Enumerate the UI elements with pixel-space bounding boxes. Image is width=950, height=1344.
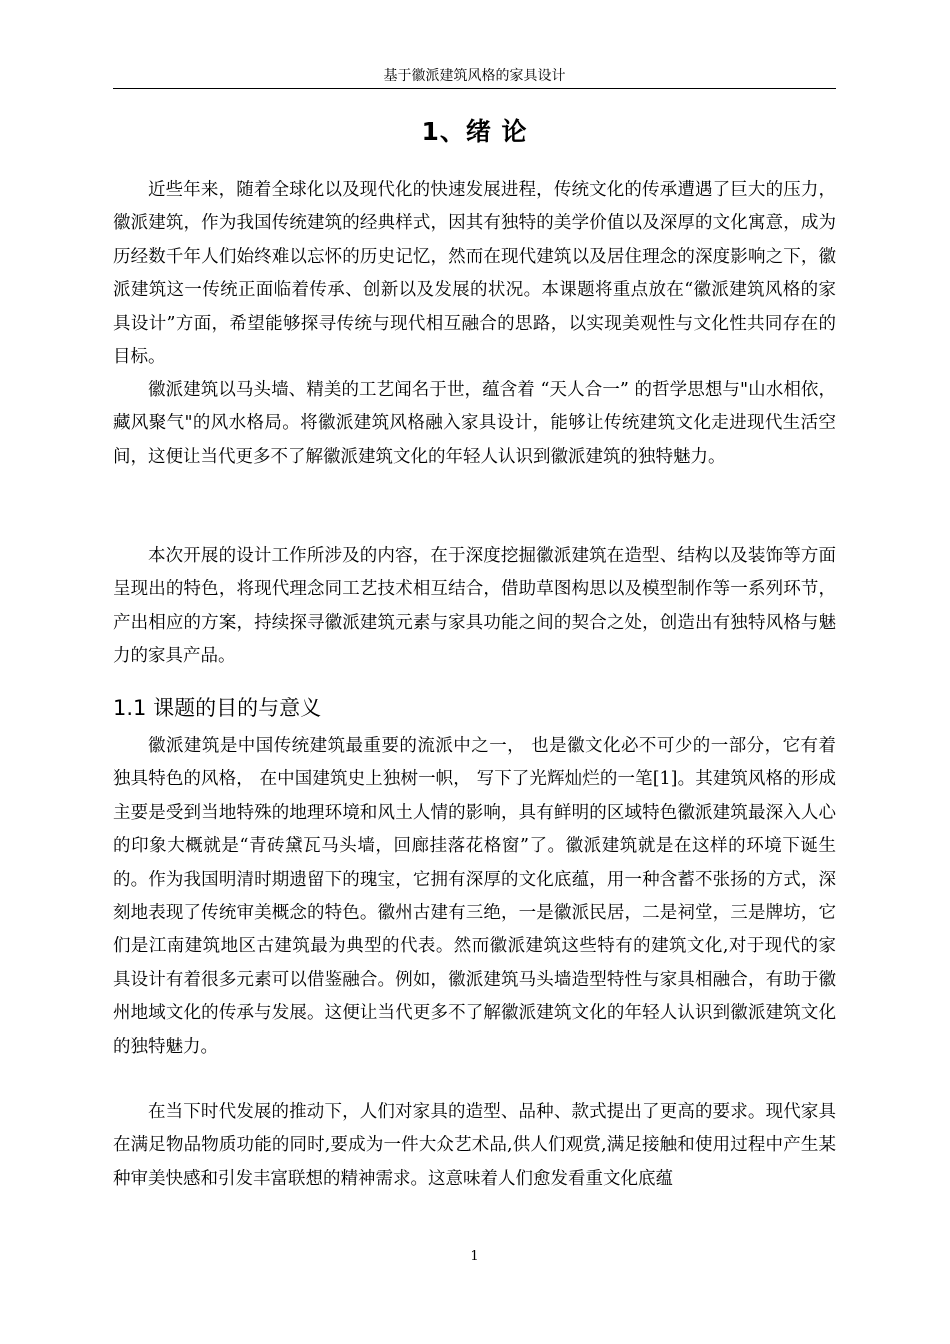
section-heading-1-1: 1.1 课题的目的与意义 (113, 696, 322, 720)
intro-paragraph-3: 本次开展的设计工作所涉及的内容，在于深度挖掘徽派建筑在造型、结构以及装饰等方面呈现出的特色，将现代理念同工艺技术相互结合，借助草图构思以及模型制作等一系列环节，产出相应的方案，持续探寻徽派建筑元素与家具功能之间的契合之处，创造出有独特风格与魅力的家具产品。 (113, 546, 836, 667)
intro-paragraph-2: 徽派建筑以马头墙、精美的工艺闻名于世，蕴含着 “天人合一” 的哲学思想与"山水相依，藏风聚气"的风水格局。将徽派建筑风格融入家具设计，能够让传统建筑文化走进现代生活空间，这便让当代更多不了解徽派建筑文化的年轻人认识到徽派建筑的独特魅力。 (113, 380, 836, 467)
chapter-title: 1、绪 论 (421, 117, 528, 146)
section-1-1-paragraph-1: 徽派建筑是中国传统建筑最重要的流派中之一， 也是徽文化必不可少的一部分，它有着独具特色的风格， 在中国建筑史上独树一帜， 写下了光辉灿烂的一笔[1]。其建筑风格的形成主要是受到当地特殊的地理环境和风土人情的影响，具有鲜明的区域特色徽派建筑最深入人心的印象大概就是“青砖黛瓦马头墙，回廊挂落花格窗”了。徽派建筑就是在这样的环境下诞生的。作为我国明清时期遗留下的瑰宝，它拥有深厚的文化底蕴，用一种含蓄不张扬的方式，深刻地表现了传统审美概念的特色。徽州古建有三绝，一是徽派民居，二是祠堂，三是牌坊，它们是江南建筑地区古建筑最为典型的代表。然而徽派建筑这些特有的建筑文化,对于现代的家具设计有着很多元素可以借鉴融合。例如，徽派建筑马头墙造型特性与家具相融合，有助于徽州地域文化的传承与发展。这便让当代更多不了解徽派建筑文化的年轻人认识到徽派建筑文化的独特魅力。 (113, 736, 836, 1057)
header-divider (113, 88, 836, 89)
page-number: 1 (470, 1249, 479, 1264)
running-header: 基于徽派建筑风格的家具设计 (383, 68, 566, 84)
intro-paragraph-1: 近些年来，随着全球化以及现代化的快速发展进程，传统文化的传承遭遇了巨大的压力，徽派建筑，作为我国传统建筑的经典样式，因其有独特的美学价值以及深厚的文化寓意，成为历经数千年人们始终难以忘怀的历史记忆，然而在现代建筑以及居住理念的深度影响之下，徽派建筑这一传统正面临着传承、创新以及发展的状况。本课题将重点放在“徽派建筑风格的家具设计”方面，希望能够探寻传统与现代相互融合的思路，以实现美观性与文化性共同存在的目标。 (113, 180, 836, 368)
section-1-1-paragraph-2: 在当下时代发展的推动下，人们对家具的造型、品种、款式提出了更高的要求。现代家具在满足物品物质功能的同时,要成为一件大众艺术品,供人们观赏,满足接触和使用过程中产生某种审美快感和引发丰富联想的精神需求。这意味着人们愈发看重文化底蕴 (113, 1102, 836, 1189)
